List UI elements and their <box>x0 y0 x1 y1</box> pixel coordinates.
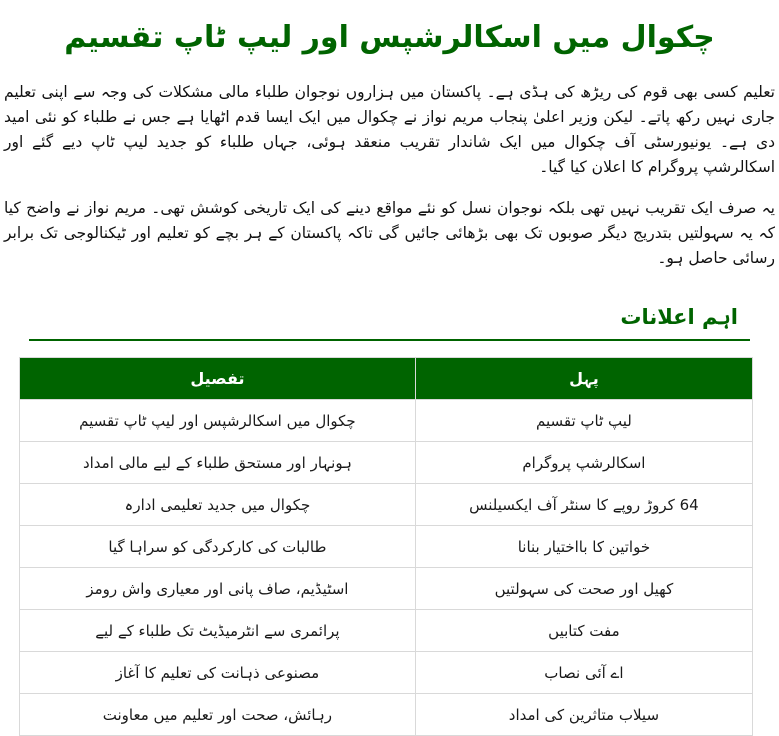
cell-initiative: لیپ ٹاپ تقسیم <box>415 400 752 442</box>
page-title: چکوال میں اسکالرشپس اور لیپ ٹاپ تقسیم <box>64 20 715 55</box>
table-row <box>20 484 753 526</box>
cell-detail: چکوال میں اسکالرشپس اور لیپ ٹاپ تقسیم <box>20 400 416 442</box>
cell-initiative: سیلاب متاثرین کی امداد <box>415 694 752 736</box>
intro-paragraph-2: یہ صرف ایک تقریب نہیں تھی بلکہ نوجوان نسل کو نئے مواقع دینے کی ایک تاریخی کوشش تھی۔ مریم نواز نے واضح کیا کہ یہ سہولتیں بتدریج دیگر صوبوں تک بھی بڑھائی جائیں گی تاکہ پاکستان کے ہر بچے کو تعلیم اور ٹیکنالوجی تک برابر رسائی حاصل ہو۔ <box>4 199 775 267</box>
cell-initiative: اے آئی نصاب <box>415 652 752 694</box>
intro-paragraph-1: تعلیم کسی بھی قوم کی ریڑھ کی ہڈی ہے۔ پاکستان میں ہزاروں نوجوان طلباء مالی مشکلات کی وجہ سے اپنی تعلیم جاری نہیں رکھ پاتے۔ لیکن وزیر اعلیٰ پنجاب مریم نواز نے چکوال میں ایک ایسا قدم اٹھایا ہے جس نے طلباء کو نئی امید دی ہے۔ یونیورسٹی آف چکوال میں ایک شاندار تقریب منعقد ہوئی، جہاں طلباء کو جدید لیپ ٹاپ دیے گئے اور اسکالرشپ پروگرام کا اعلان کیا گیا۔ <box>4 83 775 176</box>
table-row <box>20 400 753 442</box>
section-heading-announcements: اہم اعلانات <box>29 303 750 341</box>
cell-initiative: کھیل اور صحت کی سہولتیں <box>415 568 752 610</box>
cell-detail: مصنوعی ذہانت کی تعلیم کا آغاز <box>20 652 416 694</box>
cell-detail: رہائش، صحت اور تعلیم میں معاونت <box>20 694 416 736</box>
table-row <box>20 610 753 652</box>
table-row <box>20 442 753 484</box>
cell-detail: طالبات کی کارکردگی کو سراہا گیا <box>20 526 416 568</box>
table-header-row <box>20 358 753 400</box>
cell-detail: چکوال میں جدید تعلیمی ادارہ <box>20 484 416 526</box>
table-row <box>20 694 753 736</box>
cell-initiative: مفت کتابیں <box>415 610 752 652</box>
document-page <box>0 10 779 724</box>
cell-initiative: اسکالرشپ پروگرام <box>415 442 752 484</box>
cell-detail: ہونہار اور مستحق طلباء کے لیے مالی امداد <box>20 442 416 484</box>
cell-initiative: 64 کروڑ روپے کا سنٹر آف ایکسیلنس <box>415 484 752 526</box>
table-header-detail: تفصیل <box>20 358 416 400</box>
table-row <box>20 526 753 568</box>
table-header-initiative: پہل <box>415 358 752 400</box>
cell-detail: پرائمری سے انٹرمیڈیٹ تک طلباء کے لیے <box>20 610 416 652</box>
table-row <box>20 568 753 610</box>
cell-initiative: خواتین کا بااختیار بنانا <box>415 526 752 568</box>
announcements-table <box>19 357 753 736</box>
cell-detail: اسٹیڈیم، صاف پانی اور معیاری واش رومز <box>20 568 416 610</box>
table-row <box>20 652 753 694</box>
